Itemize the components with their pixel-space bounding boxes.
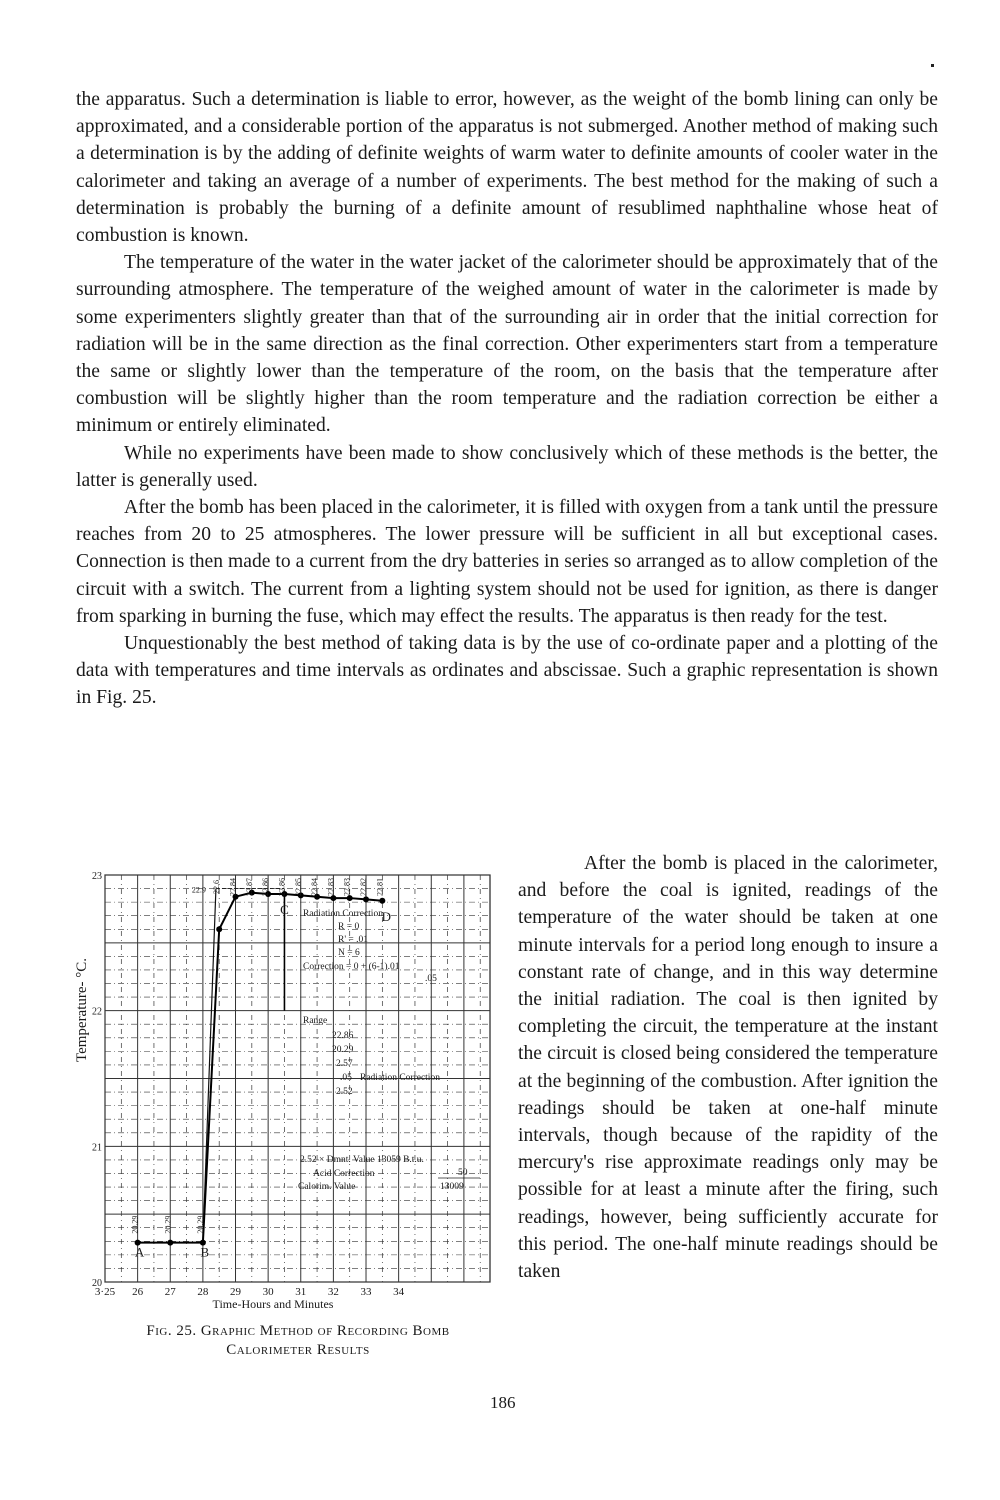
radiation-correction-text: Radiation Correction (303, 909, 383, 919)
range-text: 2.57 (336, 1059, 353, 1069)
data-label: 22.83 (342, 878, 352, 896)
scan-speck (931, 64, 934, 67)
caption-line-2: Calorimeter Results (226, 1342, 370, 1358)
point-marker-c: C (280, 901, 289, 917)
paragraph-6: After the bomb is placed in the calorimeter, and before the coal is ignited, readings of the temperature of the water should be taken at one minute intervals for a period long enough to insure a constant rate of change, and in this way determine the initial radiation. The coal is then ignited by completing the circuit, the temperature at the instant the circuit is closed being considered the temperature at the beginning of the combustion. After ignition the readings should be taken at one-half minute intervals, though because of the rapidity of the mercury's rise approximate readings only may be possible for at least a minute after the firing, such readings, however, being sufficiently accurate for this period. The one-half minute readings should be taken (518, 853, 938, 1283)
data-label: 22.84 (310, 878, 320, 896)
result-text: Calorim. Value (298, 1182, 356, 1192)
range-text: Range (303, 1016, 328, 1026)
result-text: Acid Correction (313, 1169, 375, 1179)
data-point (167, 1240, 173, 1246)
annotations (298, 909, 480, 1192)
range-text: .05 (340, 1073, 352, 1083)
peak-label: 22.9 (191, 885, 206, 895)
figure-caption (78, 1322, 518, 1360)
data-label: 20.29 (163, 1215, 173, 1234)
data-label: 22.84 (228, 878, 238, 896)
calorim-fraction: 13009 (440, 1182, 464, 1192)
page-number: 186 (490, 1393, 516, 1412)
x-tick-label: 31 (295, 1286, 307, 1298)
range-text: 22.86 (332, 1031, 354, 1041)
data-label: 22.85 (293, 878, 303, 896)
y-tick-label: 21 (92, 1142, 102, 1154)
x-tick-label: 27 (164, 1286, 176, 1298)
y-tick-label: 23 (92, 871, 102, 882)
data-label: 22.86 (277, 878, 287, 896)
x-tick-label: 33 (360, 1286, 372, 1298)
y-tick-label: 20 (92, 1278, 102, 1289)
x-tick-label: 3·25 (94, 1286, 116, 1298)
point-marker-b: B (200, 1244, 210, 1260)
x-tick-label: 32 (327, 1286, 339, 1298)
data-label: 22.87 (244, 878, 254, 896)
caption-line-1: Fig. 25. Graphic Method of Recording Bomb (146, 1323, 450, 1339)
data-point (216, 926, 222, 932)
data-label: 22.86 (261, 878, 271, 896)
data-point (363, 896, 369, 902)
paragraph-1: the apparatus. Such a determination is liable to error, however, as the weight of the bomb lining can only be approximated, and a considerable portion of the apparatus is not submerged. Another method of making such a determination is by the adding of definite weights of warm water to definite amounts of cooler water in the calorimeter and taking an average of a number of experiments. The best method for the making of such a determination is probably the burning of a definite amount of resublimed naphthaline whose heat of combustion is known. (76, 89, 938, 247)
calorimeter-chart (60, 860, 510, 1320)
body-text (76, 86, 938, 712)
x-tick-label: 34 (393, 1286, 405, 1298)
data-label: 22.6 (212, 880, 222, 894)
range-side-label: Radiation Correction (360, 1073, 440, 1083)
figure-25 (60, 860, 510, 1320)
result-text: 2.52 × Dmnt. Value 13059 B.t.u. (300, 1155, 424, 1165)
data-point (379, 898, 385, 904)
paragraph-4: After the bomb has been placed in the calorimeter, it is filled with oxygen from a tank until the pressure reaches from 20 to 25 atmospheres. The lower pressure will be sufficient in all but exceptional cases. Connection is then made to a current from the dry batteries in series so arranged as to allow completion of the circuit with a switch. The current from a lighting system should not be used for ignition, as there is danger from sparking in burning the fuse, which may effect the results. The apparatus is then ready for the test. (76, 497, 938, 627)
radiation-correction-text: R = 0 (338, 922, 360, 932)
radiation-correction-text: Correction = 0 + (6-1).01 (303, 962, 400, 972)
paragraph-2: The temperature of the water in the water jacket of the calorimeter should be approximately that of the surrounding atmosphere. The temperature of the weighed amount of water in the calorimeter is made by some experimenters slightly greater than that of the surrounding air in order that the initial correction for radiation will be in the same direction as the final correction. Other experimenters start from a temperature the same or slightly lower than the temperature of the room, on the basis that the temperature after combustion will be slightly higher than the room temperature and the radiation correction be either a minimum or entirely eliminated. (76, 252, 938, 437)
radiation-correction-text: N = 6 (338, 948, 360, 958)
x-tick-label: 26 (132, 1286, 144, 1298)
range-text: 20.29 (332, 1045, 354, 1055)
y-tick-label: 22 (92, 1006, 102, 1018)
data-label: 22.81 (375, 878, 385, 896)
point-marker-a: A (134, 1244, 145, 1260)
paragraph-5: Unquestionably the best method of taking data is by the use of co-ordinate paper and a plotting of the data with temperatures and time intervals as ordinates and abscissae. Such a graphic representation is shown in Fig. 25. (76, 633, 938, 709)
y-axis-label: Temperature- °C. (74, 957, 90, 1063)
right-column-text (518, 850, 938, 1285)
data-label: 20.29 (130, 1215, 140, 1234)
range-text: 2.52 (336, 1087, 353, 1097)
x-tick-label: 29 (230, 1286, 242, 1298)
data-label: 22.82 (359, 878, 369, 896)
x-tick-label: 28 (197, 1286, 209, 1298)
paragraph-3: While no experiments have been made to show conclusively which of these methods is the better, the latter is generally used. (76, 442, 938, 491)
radiation-correction-text: R' = .01 (338, 935, 369, 945)
x-axis-label: Time-Hours and Minutes (212, 1297, 334, 1311)
radiation-correction-text: .05 (425, 974, 437, 984)
point-marker-d: D (381, 908, 392, 924)
acid-fraction: 50 (458, 1168, 468, 1178)
data-label: 22.83 (326, 878, 336, 896)
x-tick-label: 30 (262, 1286, 274, 1298)
data-label: 20.29 (195, 1215, 205, 1234)
